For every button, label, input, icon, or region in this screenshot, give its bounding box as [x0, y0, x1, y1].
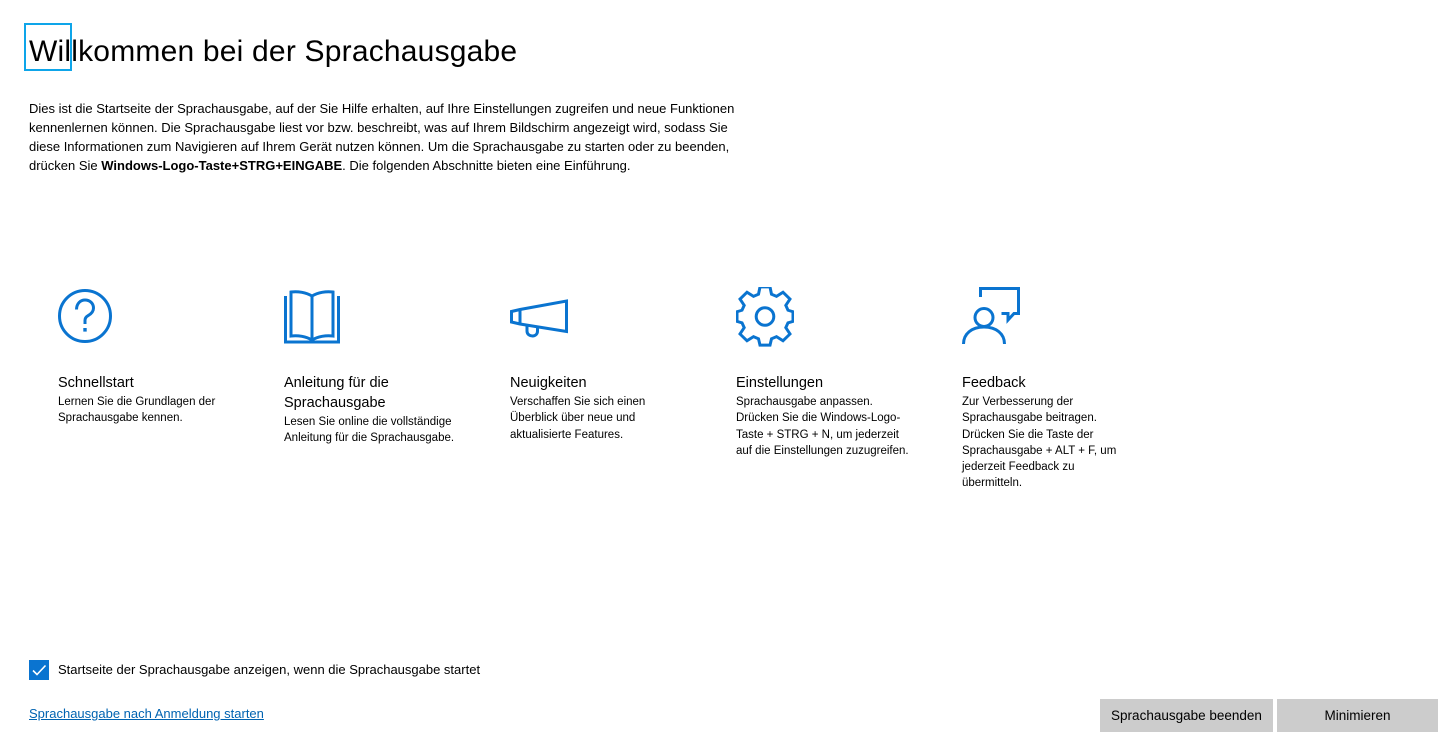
- checkmark-icon: [31, 662, 47, 678]
- intro-text-part2: . Die folgenden Abschnitte bieten eine Einführung.: [342, 158, 631, 173]
- intro-shortcut: Windows-Logo-Taste+STRG+EINGABE: [101, 158, 343, 173]
- tile-guide-description: Lesen Sie online die vollständige Anleitung für die Sprachausgabe.: [284, 416, 455, 445]
- intro-text-part1: Dies ist die Startseite der Sprachausgabe, auf der Sie Hilfe erhalten, auf Ihre Einstellungen zugreifen und neue Funktionen kennenlernen können. Die Sprachausgabe liest vor bzw. beschreibt, was auf Ihrem Bildschirm angezeigt wird, sodass Sie diese Informationen zum Navigieren auf Ihrem Gerät nutzen können. Um die Sprachausgabe zu starten oder zu beenden, drücken Sie: [29, 101, 735, 173]
- start-after-sign-in-link[interactable]: Sprachausgabe nach Anmeldung starten: [29, 706, 264, 721]
- tile-guide-title: Anleitung für die Sprachausgabe: [284, 375, 389, 411]
- tile-news[interactable]: [510, 287, 685, 443]
- tile-feedback-title: Feedback: [962, 375, 1026, 391]
- tile-guide[interactable]: [284, 287, 459, 447]
- show-on-start-row[interactable]: [29, 660, 480, 680]
- tile-feedback-description: Zur Verbesserung der Sprachausgabe beitragen. Drücken Sie die Taste der Sprachausgabe + ALT + F, um jederzeit Feedback zu übermitteln.: [962, 396, 1117, 490]
- tile-settings-description: Sprachausgabe anpassen. Drücken Sie die Windows-Logo-Taste + STRG + N, um jederzeit auf die Einstellungen zuzugreifen.: [736, 396, 909, 457]
- tile-quickstart-description: Lernen Sie die Grundlagen der Sprachausgabe kennen.: [58, 396, 216, 425]
- tile-quickstart[interactable]: [58, 287, 233, 427]
- intro-text: [29, 99, 759, 175]
- tile-settings[interactable]: [736, 287, 911, 459]
- show-on-start-label: Startseite der Sprachausgabe anzeigen, wenn die Sprachausgabe startet: [58, 662, 481, 677]
- tile-settings-title: Einstellungen: [736, 375, 824, 391]
- tile-news-description: Verschaffen Sie sich einen Überblick über neue und aktualisierte Features.: [510, 396, 646, 441]
- book-icon: [284, 287, 342, 347]
- show-on-start-checkbox[interactable]: [29, 660, 49, 680]
- tile-feedback[interactable]: [962, 287, 1137, 492]
- tile-quickstart-title: Schnellstart: [58, 375, 134, 391]
- tile-news-title: Neuigkeiten: [510, 375, 587, 391]
- page-title: Willkommen bei der Sprachausgabe: [29, 35, 518, 68]
- minimize-button[interactable]: Minimieren: [1277, 699, 1438, 732]
- question-icon: [58, 287, 116, 347]
- megaphone-icon: [510, 287, 568, 347]
- title-container: [29, 32, 517, 72]
- feedback-icon: [962, 287, 1020, 347]
- gear-icon: [736, 287, 794, 347]
- exit-narrator-button[interactable]: Sprachausgabe beenden: [1100, 699, 1273, 732]
